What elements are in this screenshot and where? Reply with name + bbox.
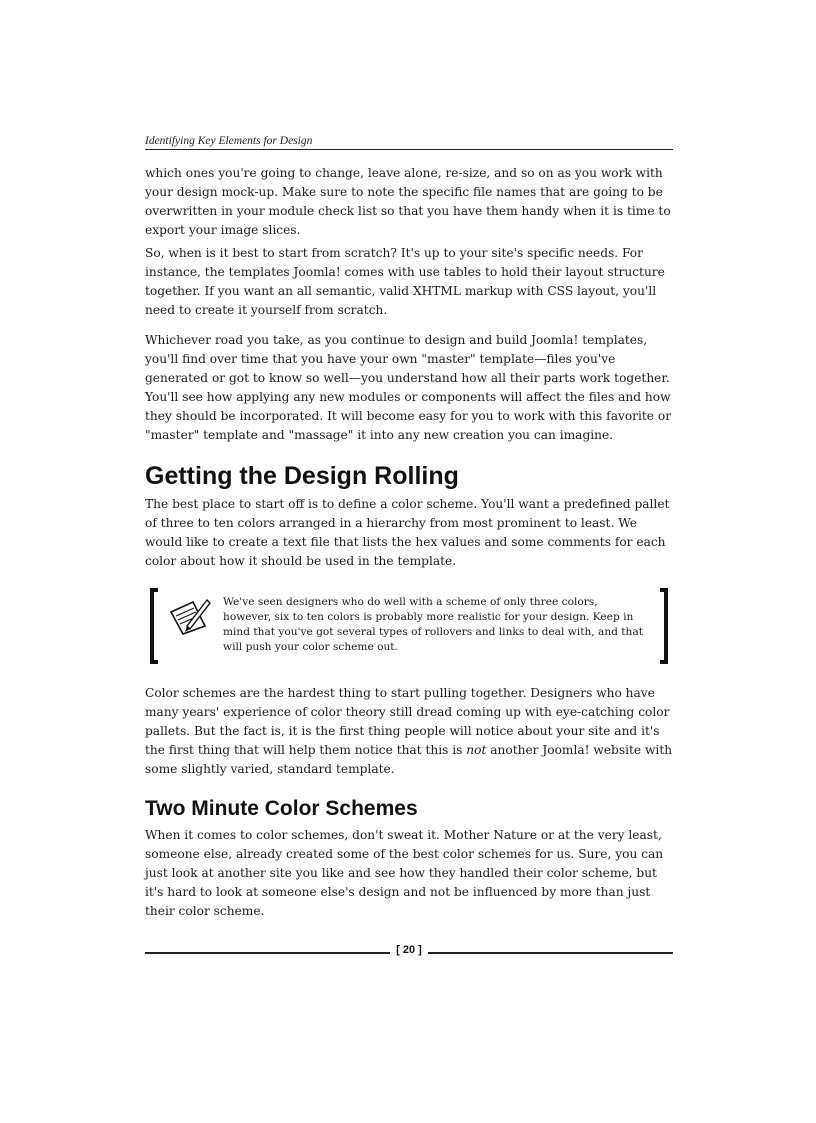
page-number: [ 20 ]: [396, 944, 422, 956]
paragraph-module-checklist: which ones you're going to change, leave alone, re-size, and so on as you work with your design mock-up. Make sure to note the specific file names that are going to be overwritten in your module check list so that you have them handy when it is time to export your image slices.: [145, 166, 671, 237]
paragraph-master-template: Whichever road you take, as you continue to design and build Joomla! templates, you'll find over time that you have your own "master" template—files you've generated or got to know so well—you understand how all their parts work together. You'll see how applying any new modules or components will affect the files and how they should be incorporated. It will become easy for you to work with this favorite or "master" template and "massage" it into any new creation you can imagine.: [145, 333, 672, 442]
info-note-box: [150, 588, 668, 666]
paragraph-text-part: Color schemes are the hardest thing to start pulling together. Designers who have many years' experience of color theory still dread coming up with eye-catching color pallets. But the fact is, it is the first thing people will notice about your site and it's the first thing that will help them notice that this is: [145, 686, 670, 757]
running-head: Identifying Key Elements for Design: [145, 135, 673, 150]
note-right-bracket: [660, 588, 668, 664]
page-footer: [145, 943, 673, 963]
paragraph-start-from-scratch: So, when is it best to start from scratch? It's up to your site's specific needs. For instance, the templates Joomla! comes with use tables to hold their layout structure together. If you want an all semantic, valid XHTML markup with CSS layout, you'll need to create it yourself from scratch.: [145, 246, 665, 317]
note-text: We've seen designers who do well with a scheme of only three colors, however, six to ten colors is probably more realistic for your design. Keep in mind that you've got several types of rollovers and links to deal with, and that will push your color scheme out.: [223, 596, 643, 653]
footer-rule-right: [428, 952, 673, 954]
paragraph-text-part: another Joomla! website with some slightly varied, standard template.: [145, 743, 673, 776]
paragraph-color-scheme-intro: The best place to start off is to define a color scheme. You'll want a predefined pallet of three to ten colors arranged in a hierarchy from most prominent to least. We would like to create a text file that lists the hex values and some comments for each color about how it should be used in the template.: [145, 497, 670, 568]
heading-two-minute-color-schemes: Two Minute Color Schemes: [145, 797, 418, 820]
heading-getting-design-rolling: Getting the Design Rolling: [145, 462, 459, 490]
paragraph-dont-sweat-it: When it comes to color schemes, don't sweat it. Mother Nature or at the very least, someone else, already created some of the best color schemes for us. Sure, you can just look at another site you like and see how they handled their color scheme, but it's hard to look at someone else's design and not be influenced by more than just their color scheme.: [145, 828, 664, 918]
paragraph-color-schemes-hardest: [145, 684, 673, 779]
note-pencil-icon: [167, 596, 211, 636]
note-left-bracket: [150, 588, 158, 664]
emphasis-not: not: [466, 743, 487, 757]
footer-rule-left: [145, 952, 390, 954]
